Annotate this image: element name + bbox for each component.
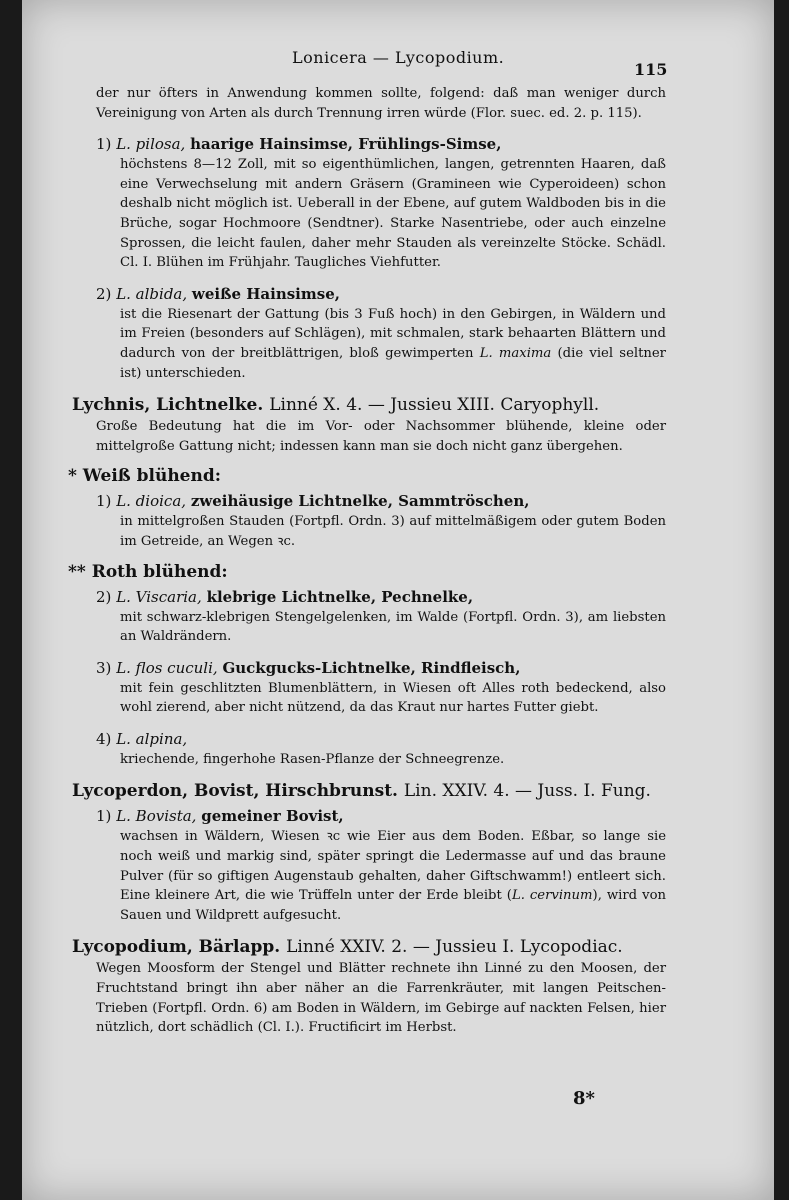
common-name: klebrige Lichtnelke, Pechnelke, [206,587,474,606]
entry-heading [96,805,666,827]
entry-number: 1) [96,135,112,154]
genus-heading [72,393,666,417]
running-head: Lonicera — Lycopodium. [292,48,505,67]
common-name: gemeiner Bovist, [201,807,344,826]
entry-description: in mittelgroßen Stauden (Fortpfl. Ordn. 3) auf mittelmäßigem oder gutem Boden im Getreide, an Wegen ꝛc. [120,514,666,549]
group-heading: * Weiß blühend: [68,466,222,487]
latin-name: L. Bovista, [116,807,197,826]
genus-heading [72,779,666,803]
entry-description: ist die Riesenart der Gattung (bis 3 Fuß hoch) in den Gebirgen, in Wäldern und im Freien (besonders auf Schlägen), mit schmalen, stark behaarten Blättern und dadurch von der breitblättrigen, bloß gewimperten L. maxima (die viel seltner ist) unterschieden. [120,306,666,381]
entry-heading [96,586,666,608]
genus-name: Lycopodium, Bärlapp. [72,937,281,958]
classification: Linné XXIV. 2. — Jussieu I. Lycopodiac. [286,937,623,958]
signature-mark: 8* [573,1088,595,1109]
common-name: Guckgucks-Lichtnelke, Rindfleisch, [222,658,521,677]
entry-description: höchstens 8—12 Zoll, mit so eigenthümlichen, langen, getrennten Haaren, daß eine Verwechselung mit andern Gräsern (Gramineen wie Cyperoideen) schon deshalb nicht möglich ist. Ueberall in der Ebene, auf gutem Waldboden bis in die Brüche, sogar Hochmoore (Sendtner). Starke Nasentriebe, oder auch einzelne Sprossen, die leicht faulen, daher mehr Stauden als vereinzelte Stöcke. Schädl. Cl. I. Blühen im Frühjahr. Taugliches Viehfutter. [120,157,666,271]
entry-number: 3) [96,658,112,677]
genus-description: Große Bedeutung hat die im Vor- oder Nachsommer blühende, kleine oder mittelgroße Gattung nicht; indessen kann man sie doch nicht ganz übergehen. [96,419,666,454]
classification: Linné X. 4. — Jussieu XIII. Caryophyll. [269,395,600,416]
genus-description: Wegen Moosform der Stengel und Blätter rechnete ihn Linné zu den Moosen, der Fruchtstand bringt ihn aber näher an die Farrenkräuter, mit langen Peitschen-Trieben (Fortpfl. Ordn. 6) am Boden in Wäldern, im Gebirge auf nackten Felsen, hier nützlich, dort schädlich (Cl. I.). Fructificirt im Herbst. [96,961,666,1036]
entry-heading [96,728,666,750]
common-name: haarige Hainsimse, Frühlings-Simse, [190,135,502,154]
latin-name: L. dioica, [116,492,187,511]
entry-description: kriechende, fingerhohe Rasen-Pflanze der Schneegrenze. [120,751,505,767]
entry-number: 4) [96,729,112,748]
genus-heading [72,935,666,959]
common-name: zweihäusige Lichtnelke, Sammtröschen, [190,492,530,511]
latin-name: L. albida, [116,284,188,303]
latin-name: L. alpina, [116,729,188,748]
entry-heading [96,657,666,679]
latin-name: L. Viscaria, [116,587,202,606]
entry-heading [96,133,666,155]
classification: Lin. XXIV. 4. — Juss. I. Fung. [403,781,651,802]
entry-heading [96,490,666,512]
common-name: weiße Hainsimse, [191,284,340,303]
entry-number: 2) [96,284,112,303]
entry-number: 2) [96,587,112,606]
page-body [68,84,666,1038]
entry-description: mit schwarz-klebrigen Stengelgelenken, im Walde (Fortpfl. Ordn. 3), am liebsten an Waldrändern. [120,609,666,645]
entry-description: wachsen in Wäldern, Wiesen ꝛc wie Eier aus dem Boden. Eßbar, so lange sie noch weiß und markig sind, später springt die Ledermasse auf und das braune Pulver (für so giftigen Augenstaub gehalten, daher Giftschwamm!) entleert sich. Eine kleinere Art, die wie Trüffeln unter der Erde bleibt (L. cervinum), wird von Sauen und Wildprett aufgesucht. [120,829,666,923]
book-page [22,0,774,1200]
latin-name: L. pilosa, [116,135,186,154]
entry-heading [96,283,666,305]
entry-number: 1) [96,492,112,511]
entry-number: 1) [96,807,112,826]
entry-description: mit fein geschlitzten Blumenblättern, in Wiesen oft Alles roth bedeckend, also wohl zierend, aber nicht nützend, da das Kraut nur hartes Futter giebt. [120,680,666,716]
genus-name: Lycoperdon, Bovist, Hirschbrunst. [72,781,398,802]
page-number: 115 [634,60,668,79]
genus-name: Lychnis, Lichtnelke. [72,395,264,416]
latin-name: L. flos cuculi, [116,658,218,677]
group-heading: ** Roth blühend: [68,561,228,582]
intro-paragraph: der nur öfters in Anwendung kommen sollte, folgend: daß man weniger durch Vereinigung von Arten als durch Trennung irren würde (Flor. suec. ed. 2. p. 115). [96,86,666,121]
